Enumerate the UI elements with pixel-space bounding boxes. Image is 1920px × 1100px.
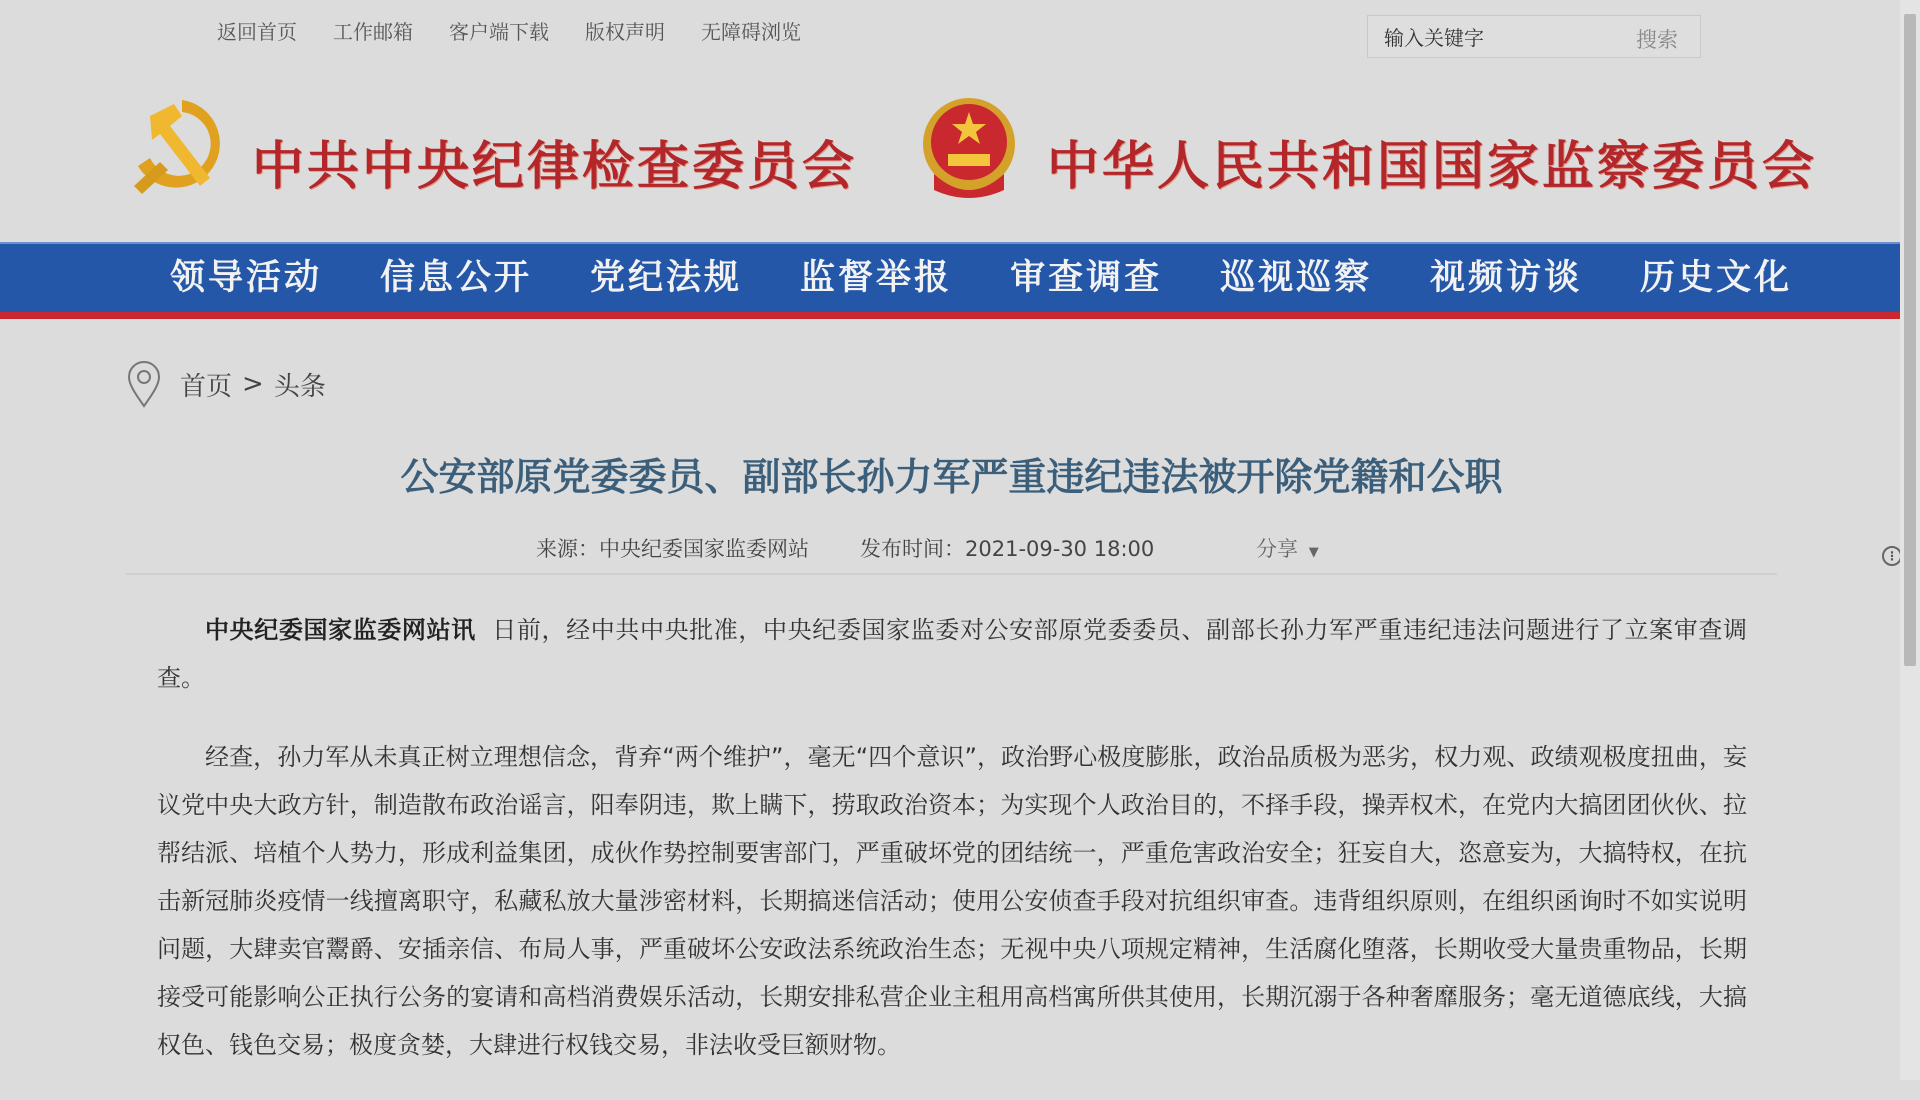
lead-text: 日前，经中共中央批准，中央纪委国家监委对公安部原党委委员、副部长孙力军严重违纪违法问题进行了立案审查调查。 — [157, 616, 1748, 692]
main-nav — [0, 242, 1900, 319]
article-title: 公安部原党委委员、副部长孙力军严重违纪违法被开除党籍和公职 — [400, 455, 1503, 499]
scrollbar-thumb[interactable] — [1904, 14, 1916, 666]
party-emblem-icon — [130, 96, 226, 198]
paragraph-lead — [157, 606, 1747, 702]
paragraph-2: 经查，孙力军从未真正树立理想信念，背弃“两个维护”，毫无“四个意识”，政治野心极度膨胀，政治品质极为恶劣，权力观、政绩观极度扭曲，妄议党中央大政方针，制造散布政治谣言，阳奉阴违，欺上瞒下，捞取政治资本；为实现个人政治目的，不择手段，操弄权术，在党内大搞团团伙伙、拉帮结派、培植个人势力，形成利益集团，成伙作势控制要害部门，严重破坏党的团结统一，严重危害政治安全；狂妄自大，恣意妄为，大搞特权，在抗击新冠肺炎疫情一线擅离职守，私藏私放大量涉密材料，长期搞迷信活动；使用公安侦查手段对抗组织审查。违背组织原则，在组织函询时不如实说明问题，大肆卖官鬻爵、安插亲信、布局人事，严重破坏公安政法系统政治生态；无视中央八项规定精神，生活腐化堕落，长期收受大量贵重物品，长期接受可能影响公正执行公务的宴请和高档消费娱乐活动，长期安排私营企业主租用高档寓所供其使用，长期沉溺于各种奢靡服务；毫无道德底线，大搞权色、钱色交易；极度贪婪，大肆进行权钱交易，非法收受巨额财物。 — [157, 743, 1747, 1059]
link-accessibility[interactable]: 无障碍浏览 — [701, 20, 801, 44]
article-body — [157, 606, 1747, 1100]
nav-leadership[interactable]: 领导活动 — [170, 257, 323, 298]
article-date: 发布时间：2021-09-30 18:00 — [860, 537, 1155, 561]
link-home[interactable]: 返回首页 — [217, 20, 297, 44]
caret-down-icon: ▼ — [1308, 545, 1319, 560]
search-button[interactable]: 搜索 — [1636, 28, 1678, 52]
search-input[interactable] — [1382, 24, 1626, 52]
share-label: 分享 — [1256, 537, 1298, 561]
nav-information[interactable]: 信息公开 — [380, 257, 533, 298]
nsc-title: 中华人民共和国国家监察委员会 — [1047, 136, 1818, 197]
top-links — [217, 16, 801, 45]
breadcrumb-current[interactable]: 头条 — [273, 371, 326, 402]
nav-video[interactable]: 视频访谈 — [1430, 257, 1583, 298]
national-emblem-icon — [920, 94, 1018, 200]
scrollbar[interactable] — [1900, 0, 1920, 1080]
link-work-mail[interactable]: 工作邮箱 — [333, 20, 413, 44]
location-pin-icon — [126, 360, 162, 408]
cpc-ccdi-title: 中共中央纪律检查委员会 — [252, 136, 858, 197]
nav-investigation[interactable]: 审查调查 — [1010, 257, 1163, 298]
nav-regulations[interactable]: 党纪法规 — [590, 257, 743, 298]
link-copyright[interactable]: 版权声明 — [585, 20, 665, 44]
breadcrumb — [126, 360, 326, 408]
article-source: 来源：中央纪委国家监委网站 — [536, 537, 809, 561]
breadcrumb-home[interactable]: 首页 — [180, 371, 233, 402]
info-icon[interactable]: ⋮ — [1882, 546, 1902, 566]
nav-inspection[interactable]: 巡视巡察 — [1220, 257, 1373, 298]
search-box — [1367, 15, 1701, 58]
breadcrumb-separator: > — [242, 369, 264, 399]
link-client-download[interactable]: 客户端下载 — [449, 20, 549, 44]
divider — [126, 573, 1777, 575]
nav-report[interactable]: 监督举报 — [800, 257, 953, 298]
nav-history[interactable]: 历史文化 — [1640, 257, 1793, 298]
lead-source: 中央纪委国家监委网站讯 — [205, 616, 476, 644]
share-button[interactable] — [1256, 533, 1319, 563]
